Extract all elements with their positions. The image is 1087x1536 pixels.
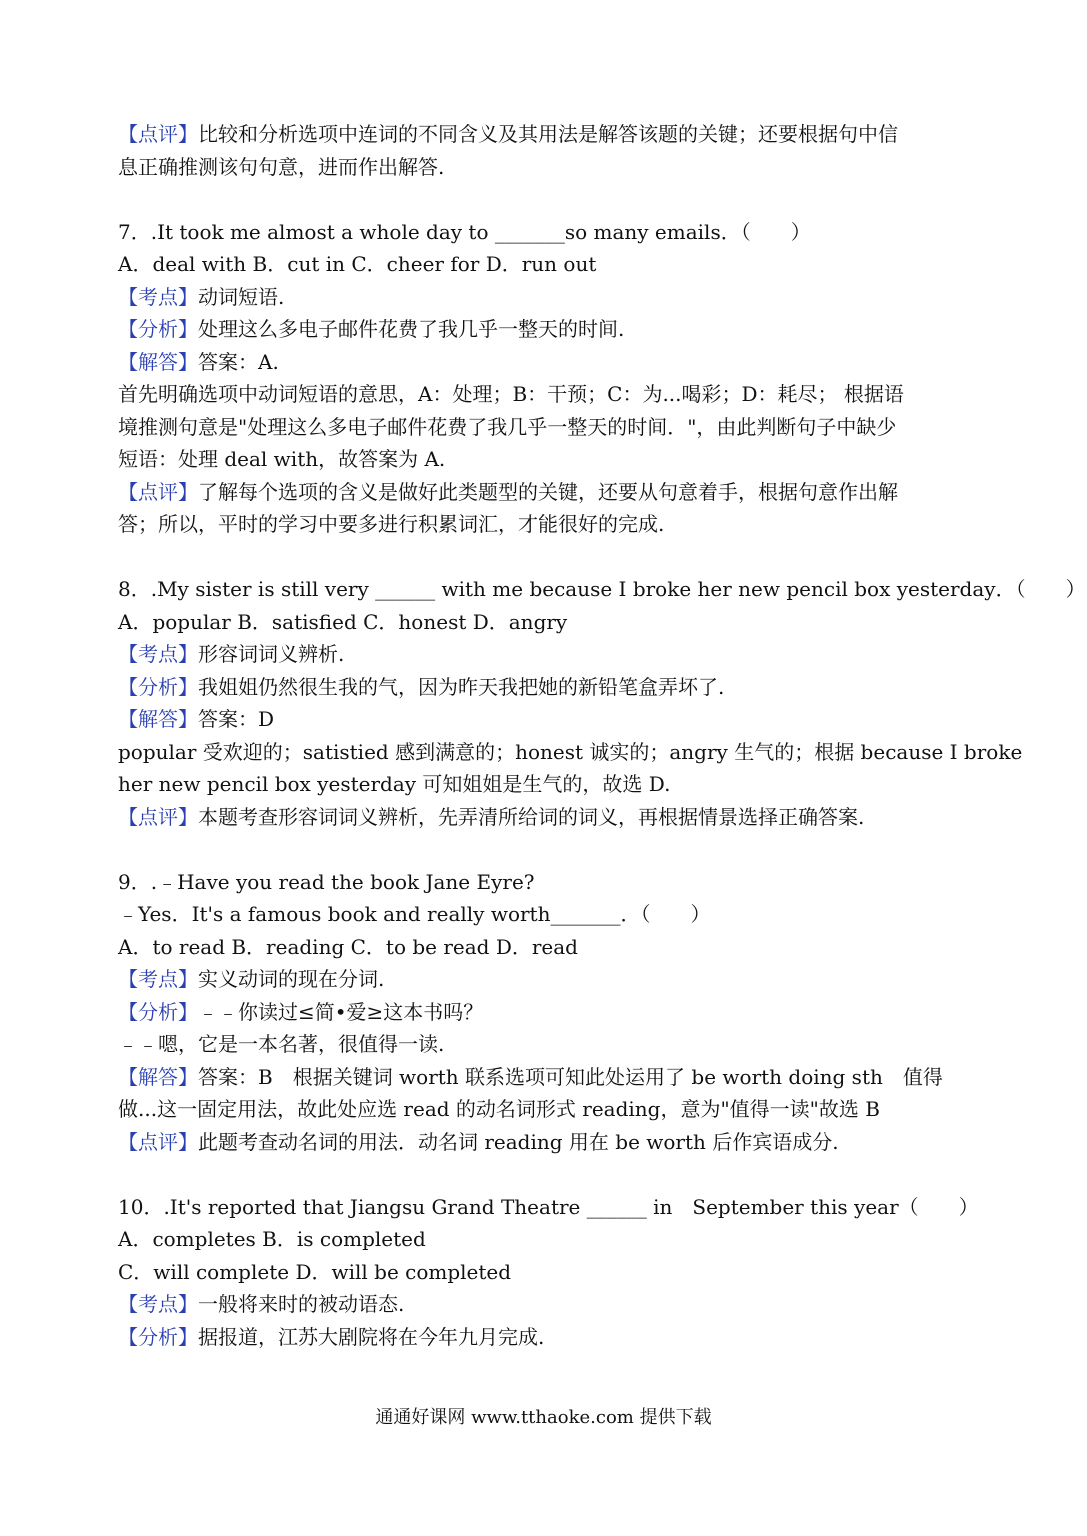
line-text: A．deal with B．cut in C．cheer for D．run out (118, 252, 597, 276)
line-text: 8．.My sister is still very ______ with me because I broke her new pencil box yesterday．（ ） (118, 577, 1086, 601)
text-line (118, 1256, 973, 1289)
text-line (118, 963, 973, 996)
line-text: 答；所以，平时的学习中要多进行积累词汇，才能很好的完成. (118, 512, 665, 536)
section-tag: 【解答】 (118, 707, 198, 731)
line-text: popular 受欢迎的；satistied 感到满意的；honest 诚实的；angry 生气的；根据 because I broke (118, 739, 1023, 764)
text-line (118, 801, 973, 834)
document-body (118, 118, 1086, 1353)
block-spacer (118, 833, 973, 866)
section-tag: 【分析】 (118, 674, 198, 699)
text-line (118, 703, 973, 736)
question-block-q9 (118, 866, 973, 1159)
line-text: 本题考查形容词词义辨析，先弄清所给词的词义，再根据情景选择正确答案. (198, 804, 865, 829)
line-text: A．popular B．satisfied C．honest D．angry (118, 609, 568, 634)
text-line (118, 118, 973, 151)
text-line (118, 996, 973, 1029)
text-line (118, 573, 1086, 606)
line-text: A．to read B．reading C．to be read D．read (118, 934, 578, 959)
text-line (118, 281, 973, 314)
text-line (118, 378, 973, 411)
text-line (118, 671, 973, 704)
line-text: 据报道，江苏大剧院将在今年九月完成. (198, 1324, 545, 1349)
line-text: her new pencil box yesterday 可知姐姐是生气的，故选 D. (118, 772, 671, 796)
section-tag: 【考点】 (118, 1292, 198, 1316)
line-text: 9．.﹣Have you read the book Jane Eyre? (118, 869, 535, 894)
text-line (118, 476, 973, 509)
line-text: 答案：D (198, 707, 275, 731)
line-text: C．will complete D．will be completed (118, 1259, 512, 1284)
text-line (118, 313, 973, 346)
line-text: 比较和分析选项中连词的不同含义及其用法是解答该题的关键；还要根据句中信 (198, 122, 898, 146)
line-text: 我姐姐仍然很生我的气，因为昨天我把她的新铅笔盒弄坏了. (198, 674, 725, 699)
section-tag: 【点评】 (118, 1129, 198, 1154)
line-text: 答案：B 根据关键词 worth 联系选项可知此处运用了 be worth doing sth 值得 (198, 1064, 943, 1089)
question-block-q7 (118, 216, 973, 541)
line-text: 短语：处理 deal with，故答案为 A. (118, 447, 446, 471)
text-line (118, 931, 973, 964)
line-text: 首先明确选项中动词短语的意思，A：处理；B：干预；C：为...喝彩；D：耗尽； 根据语 (118, 382, 904, 406)
section-tag: 【点评】 (118, 479, 198, 504)
line-text: 形容词词义辨析. (198, 642, 345, 666)
text-line (118, 443, 973, 476)
text-line (118, 866, 973, 899)
text-line (118, 1061, 973, 1094)
block-spacer (118, 183, 973, 216)
section-tag: 【考点】 (118, 284, 198, 309)
line-text: 息正确推测该句句意，进而作出解答. (118, 154, 445, 179)
page-footer: 通通好课网 www.tthaoke.com 提供下载 (375, 1407, 712, 1428)
line-text: 7．.It took me almost a whole day to _______so many emails．（ ） (118, 219, 811, 244)
section-tag: 【点评】 (118, 122, 198, 146)
section-tag: 【考点】 (118, 967, 198, 991)
text-line (118, 1321, 973, 1354)
text-line (118, 216, 973, 249)
text-line (118, 1191, 979, 1224)
line-text: 动词短语. (198, 284, 285, 309)
text-line (118, 508, 973, 541)
text-line (118, 248, 973, 281)
block-spacer (118, 1158, 973, 1191)
text-line (118, 638, 973, 671)
text-line (118, 1223, 973, 1256)
section-tag: 【解答】 (118, 1064, 198, 1089)
section-tag: 【分析】 (118, 999, 198, 1024)
text-line (118, 1288, 973, 1321)
text-line (118, 736, 1023, 769)
line-text: 一般将来时的被动语态. (198, 1292, 405, 1316)
text-line (118, 1093, 973, 1126)
line-text: A．completes B．is completed (118, 1227, 426, 1251)
line-text: 处理这么多电子邮件花费了我几乎一整天的时间. (198, 317, 625, 341)
text-line (118, 1028, 973, 1061)
question-block-q6-comment (118, 118, 973, 183)
section-tag: 【解答】 (118, 349, 198, 374)
line-text: 实义动词的现在分词. (198, 967, 385, 991)
text-line (118, 606, 973, 639)
line-text: 做...这一固定用法，故此处应选 read 的动名词形式 reading，意为"值得一读"故选 B (118, 1097, 880, 1121)
text-line (118, 151, 973, 184)
block-spacer (118, 541, 973, 574)
line-text: ﹣﹣嗯，它是一本名著，很值得一读. (118, 1032, 445, 1056)
text-line (118, 768, 973, 801)
line-text: 10．.It's reported that Jiangsu Grand Theatre ______ in September this year（ ） (118, 1194, 979, 1219)
line-text: ﹣Yes．It's a famous book and really worth_______．（ ） (118, 902, 711, 926)
section-tag: 【考点】 (118, 642, 198, 666)
question-block-q8 (118, 573, 1086, 833)
question-block-q10 (118, 1191, 979, 1354)
text-line (118, 411, 973, 444)
section-tag: 【分析】 (118, 1324, 198, 1349)
line-text: 了解每个选项的含义是做好此类题型的关键，还要从句意着手，根据句意作出解 (198, 479, 898, 504)
line-text: 答案：A. (198, 349, 279, 374)
line-text: 境推测句意是"处理这么多电子邮件花费了我几乎一整天的时间．"，由此判断句子中缺少 (118, 414, 897, 439)
line-text: ﹣﹣你读过≤简•爱≥这本书吗？ (198, 999, 484, 1024)
text-line (118, 1126, 973, 1159)
section-tag: 【点评】 (118, 804, 198, 829)
text-line (118, 898, 973, 931)
section-tag: 【分析】 (118, 317, 198, 341)
line-text: 此题考查动名词的用法．动名词 reading 用在 be worth 后作宾语成分. (198, 1129, 839, 1154)
text-line (118, 346, 973, 379)
